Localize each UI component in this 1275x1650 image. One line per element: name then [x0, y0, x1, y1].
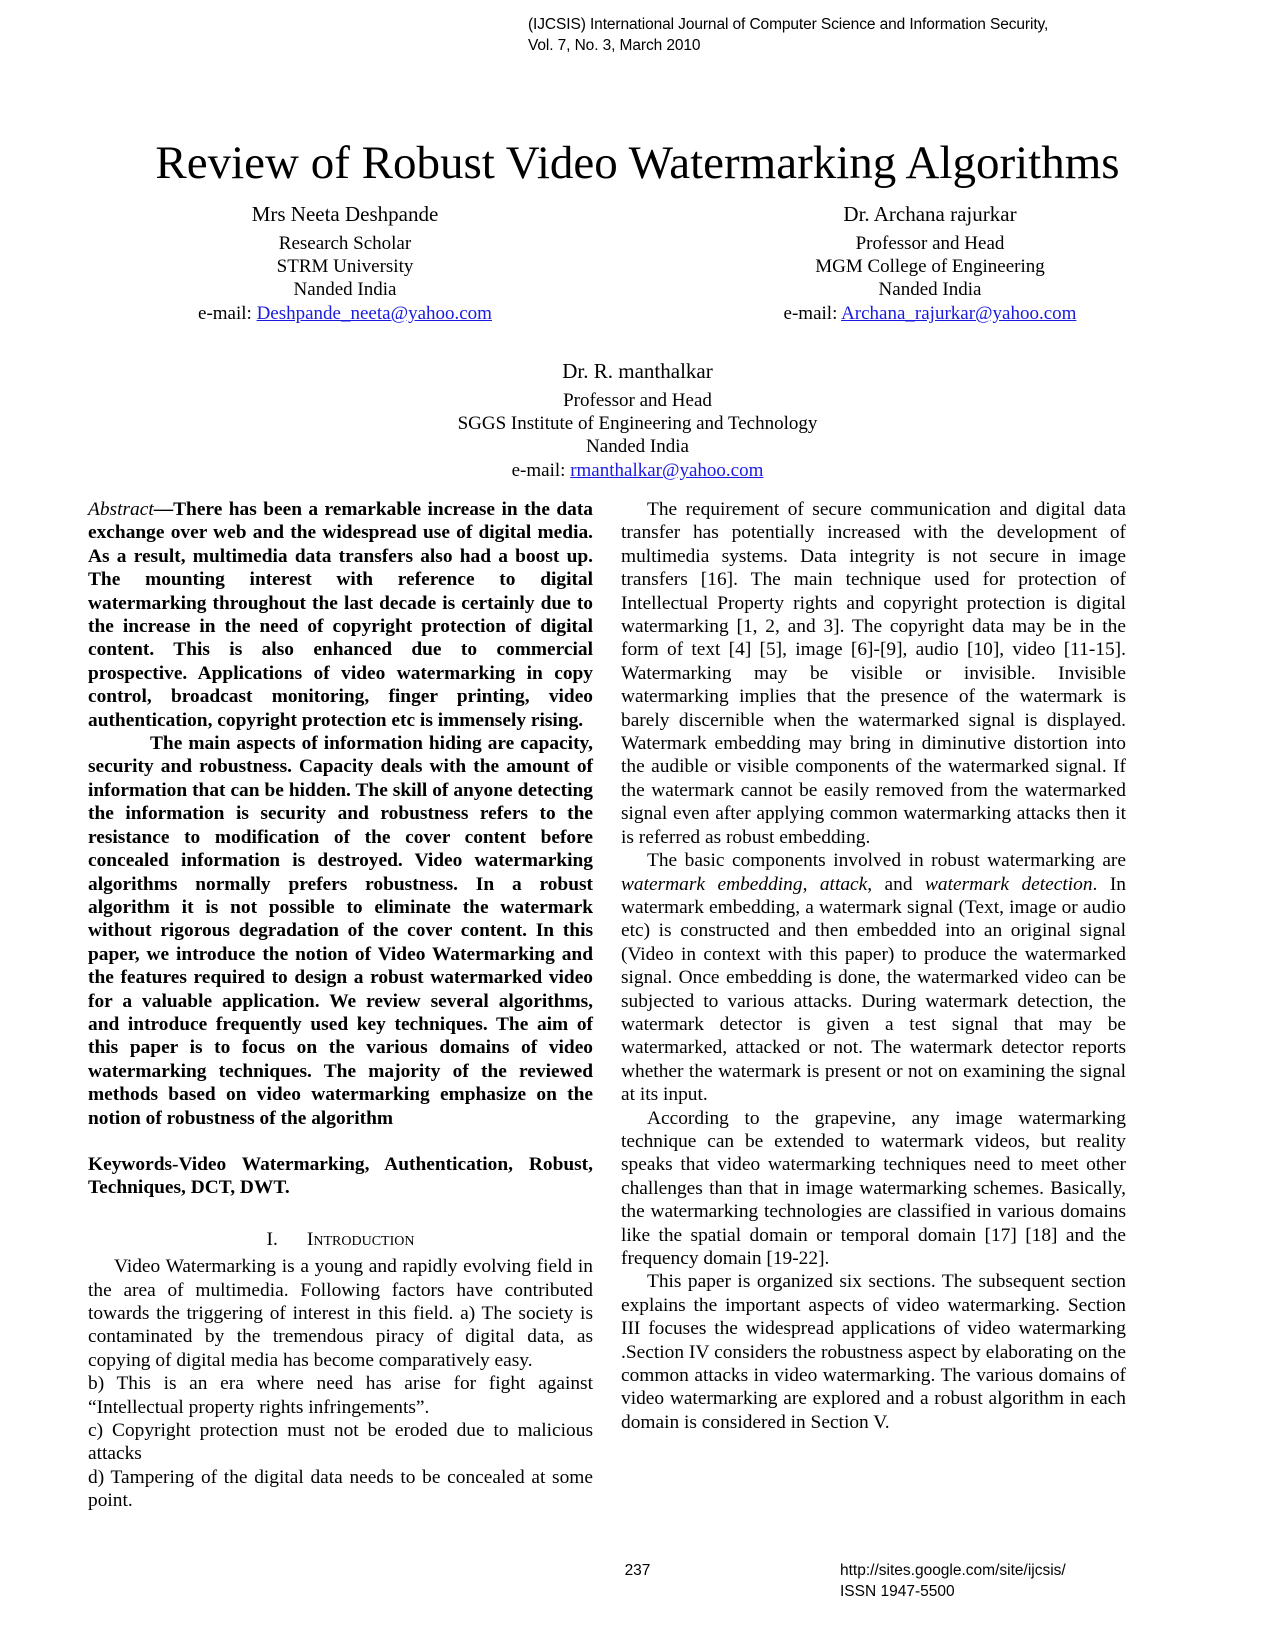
section-title: Introduction — [306, 1228, 415, 1250]
abstract-paragraph-2: The main aspects of information hiding are capacity, security and robustness. Capacity deals with the amount of information that can be hidden. The skill of anyone detecting the information is security and robustness refers to the resistance to modification of the cover content before concealed information is destroyed. Video watermarking algorithms normally prefers robustness. In a robust algorithm it is not possible to eliminate the watermark without rigorous degradation of the cover content. In this paper, we introduce the notion of Video Watermarking and the features required to design a robust watermarked video for a valuable application. We review several algorithms, and introduce frequently used key techniques. The aim of this paper is to focus on the various domains of video watermarking techniques. The majority of the reviewed methods based on video watermarking emphasize on the notion of robustness of the algorithm — [88, 733, 593, 1129]
running-head-line1: (IJCSIS) International Journal of Computer Science and Information Security, — [528, 16, 1049, 33]
author-email-line — [680, 302, 1180, 325]
right-paragraph-2-part-a: The basic components involved in robust watermarking are — [647, 850, 1126, 872]
section-heading-introduction — [88, 1228, 593, 1251]
author-role: Research Scholar — [278, 233, 412, 254]
abstract-dash: — — [153, 499, 174, 520]
right-paragraph-2 — [621, 849, 1126, 1106]
page-footer — [0, 1560, 1275, 1620]
author-affiliation: SGGS Institute of Engineering and Technology — [457, 413, 818, 434]
right-paragraph-2-sep-1: , — [802, 873, 820, 895]
right-paragraph-4: This paper is organized six sections. The subsequent section explains the important aspects of video watermarking. Section III focuses the widespread applications of video watermarking .Section IV considers the robustness aspect by elaborating on the common attacks in video watermarking. The various domains of video watermarking are explored and a robust algorithm in each domain is considered in Section V. — [621, 1271, 1126, 1433]
email-label: e-mail: — [198, 303, 257, 324]
page-number: 237 — [624, 1562, 651, 1579]
intro-paragraph-2: b) This is an era where need has arise for fight against “Intellectual property rights infringements”. — [88, 1373, 593, 1418]
author-email-line — [95, 302, 595, 325]
footer-issn: ISSN 1947-5500 — [840, 1583, 955, 1600]
email-label: e-mail: — [511, 460, 571, 481]
author-block-1 — [95, 200, 595, 325]
author-role: Professor and Head — [563, 390, 712, 411]
author-affiliation: MGM College of Engineering — [815, 256, 1045, 277]
paper-title: Review of Robust Video Watermarking Algorithms — [155, 137, 1120, 190]
author-name: Mrs Neeta Deshpande — [251, 202, 439, 226]
keywords-paragraph: Keywords-Video Watermarking, Authentication, Robust, Techniques, DCT, DWT. — [88, 1153, 593, 1199]
email-label: e-mail: — [783, 303, 842, 324]
author-affiliation: STRM University — [276, 256, 414, 277]
intro-paragraph-3: c) Copyright protection must not be eroded due to malicious attacks — [88, 1420, 593, 1465]
author-location: Nanded India — [878, 279, 982, 300]
author-email-link[interactable]: Deshpande_neeta@yahoo.com — [256, 303, 492, 324]
body-columns — [88, 498, 1188, 1512]
right-paragraph-2-sep-2: , and — [867, 873, 925, 895]
author-block-2 — [680, 200, 1180, 325]
emphasis-attack: attack — [819, 873, 868, 895]
right-paragraph-2-part-d: . In watermark embedding, a watermark signal (Text, image or audio etc) is constructed and then embedded into an original signal (Video in context with this paper) to produce the watermarked signal. Once embedding is done, the watermarked video can be subjected to various attacks. During watermark detection, the watermark detector is given a test signal that may be watermarked, attacked or not. The watermark detector reports whether the watermark is present or not on examining the signal at its input. — [621, 873, 1126, 1106]
author-role: Professor and Head — [855, 233, 1005, 254]
right-paragraph-1: The requirement of secure communication and digital data transfer has potentially increased with the development of multimedia systems. Data integrity is not secure in image transfers [16]. The main technique used for protection of Intellectual Property rights and copyright protection is digital watermarking [1, 2, and 3]. The copyright data may be in the form of text [4] [5], image [6]-[9], audio [10], video [11-15]. Watermarking may be visible or invisible. Invisible watermarking implies that the presence of the watermark is barely discernible when the watermarked signal is displayed. Watermark embedding may bring in diminutive distortion into the audible or visible components of the watermarked signal. If the watermark cannot be easily removed from the watermarked signal even after applying common watermarking attacks then it is referred as robust embedding. — [621, 499, 1126, 848]
footer-url: http://sites.google.com/site/ijcsis/ — [840, 1562, 1066, 1579]
emphasis-watermark-detection: watermark detection — [925, 873, 1093, 895]
abstract-text-1: There has been a remarkable increase in the data exchange over web and the widespread use of digital media. As a result, multimedia data transfers also had a boost up. The mounting interest with reference to digital watermarking throughout the last decade is certainly due to the increase in the need of copyright protection of digital content. This is also enhanced due to commercial prospective. Applications of video watermarking in copy control, broadcast monitoring, finger printing, video authentication, copyright protection etc is immensely rising. — [88, 499, 593, 731]
running-head-line2: Vol. 7, No. 3, March 2010 — [528, 37, 701, 54]
author-block-3 — [0, 357, 1275, 482]
author-email-line — [0, 459, 1275, 482]
right-column — [621, 498, 1126, 1434]
left-column — [88, 498, 593, 1513]
abstract-paragraph-1 — [88, 498, 593, 732]
footer-right — [840, 1560, 1260, 1602]
author-row — [95, 200, 1180, 325]
author-location: Nanded India — [293, 279, 397, 300]
emphasis-watermark-embedding: watermark embedding — [621, 873, 803, 895]
author-email-link[interactable]: Archana_rajurkar@yahoo.com — [841, 303, 1077, 324]
intro-paragraph-1: Video Watermarking is a young and rapidly evolving field in the area of multimedia. Following factors have contributed towards the triggering of interest in this field. a) The society is contaminated by the tremendous piracy of digital data, as copying of digital media has become comparatively easy. — [88, 1256, 593, 1371]
author-email-link[interactable]: rmanthalkar@yahoo.com — [570, 460, 764, 481]
abstract-label: Abstract — [88, 499, 154, 520]
right-paragraph-3: According to the grapevine, any image watermarking technique can be extended to watermark videos, but reality speaks that video watermarking techniques need to meet other challenges than that in image watermarking schemes. Basically, the watermarking technologies are classified in various domains like the spatial domain or temporal domain [17] [18] and the frequency domain [19-22]. — [621, 1107, 1126, 1269]
intro-paragraph-4: d) Tampering of the digital data needs to be concealed at some point. — [88, 1466, 593, 1512]
author-name: Dr. R. manthalkar — [562, 359, 713, 383]
author-location: Nanded India — [586, 436, 689, 457]
author-name: Dr. Archana rajurkar — [843, 202, 1017, 226]
section-number: I. — [266, 1228, 278, 1250]
running-head — [528, 14, 1148, 56]
